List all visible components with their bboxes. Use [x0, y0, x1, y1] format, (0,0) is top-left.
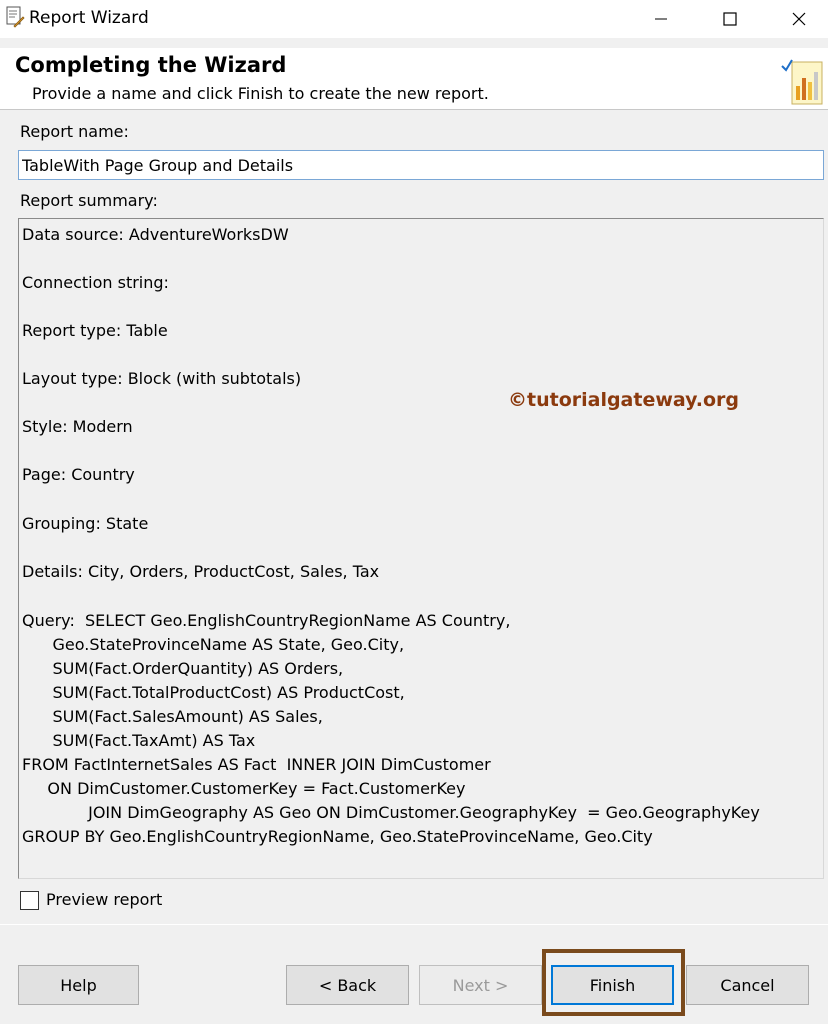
watermark-text: ©tutorialgateway.org [508, 389, 740, 411]
summary-line: Page: Country [22, 465, 135, 484]
next-button[interactable]: Next > [419, 965, 542, 1005]
summary-line: Connection string: [22, 273, 169, 292]
close-icon [792, 12, 806, 26]
summary-line: Layout type: Block (with subtotals) [22, 369, 302, 388]
report-name-label: Report name: [20, 122, 129, 141]
summary-line: SUM(Fact.OrderQuantity) AS Orders, [22, 659, 344, 678]
help-button[interactable]: Help [18, 965, 139, 1005]
report-wizard-graphic-icon [780, 56, 826, 108]
minimize-button[interactable] [630, 0, 692, 38]
preview-report-label[interactable]: Preview report [46, 890, 163, 909]
summary-line: SUM(Fact.SalesAmount) AS Sales, [22, 707, 323, 726]
maximize-icon [723, 12, 737, 26]
summary-line: SUM(Fact.TaxAmt) AS Tax [22, 731, 256, 750]
wizard-header [0, 48, 828, 110]
page-subtitle: Provide a name and click Finish to create the new report. [32, 84, 489, 103]
summary-line: GROUP BY Geo.EnglishCountryRegionName, Geo.StateProvinceName, Geo.City [22, 827, 653, 846]
summary-line: Query: SELECT Geo.EnglishCountryRegionName AS Country, [22, 611, 511, 630]
finish-highlight-box [542, 949, 685, 1016]
finish-button[interactable]: Finish [551, 965, 674, 1005]
cancel-button[interactable]: Cancel [686, 965, 809, 1005]
summary-line: Report type: Table [22, 321, 168, 340]
summary-line: FROM FactInternetSales AS Fact INNER JOIN DimCustomer [22, 755, 491, 774]
back-button[interactable]: < Back [286, 965, 409, 1005]
summary-line: Style: Modern [22, 417, 133, 436]
window-title: Report Wizard [29, 8, 149, 28]
summary-line: Details: City, Orders, ProductCost, Sales, Tax [22, 562, 380, 581]
report-summary-box[interactable] [18, 218, 824, 879]
summary-line: JOIN DimGeography AS Geo ON DimCustomer.GeographyKey = Geo.GeographyKey [22, 803, 760, 822]
close-button[interactable] [768, 0, 828, 38]
title-bar [0, 0, 828, 38]
summary-line: SUM(Fact.TotalProductCost) AS ProductCost, [22, 683, 405, 702]
divider [0, 924, 828, 934]
report-summary-label: Report summary: [20, 191, 158, 210]
summary-line: Grouping: State [22, 514, 149, 533]
report-wizard-icon [5, 6, 25, 28]
preview-report-checkbox[interactable] [20, 891, 39, 910]
maximize-button[interactable] [699, 0, 761, 38]
page-title: Completing the Wizard [15, 53, 287, 77]
summary-line: ON DimCustomer.CustomerKey = Fact.CustomerKey [22, 779, 466, 798]
report-name-input[interactable] [18, 150, 824, 180]
summary-line: Data source: AdventureWorksDW [22, 225, 289, 244]
summary-line: Geo.StateProvinceName AS State, Geo.City, [22, 635, 405, 654]
minimize-icon [654, 12, 668, 26]
